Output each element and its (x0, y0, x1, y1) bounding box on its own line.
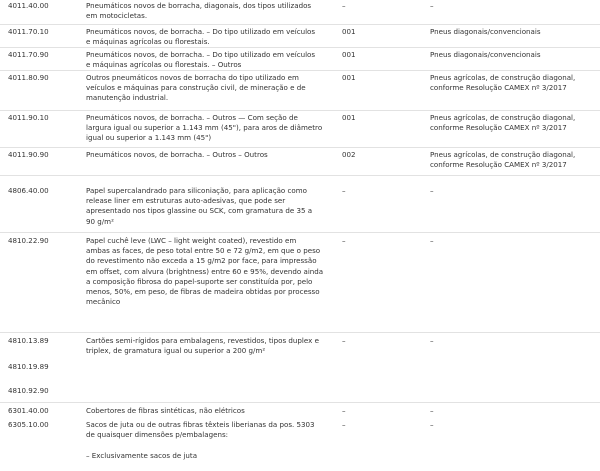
ex-number: 002 (342, 150, 356, 159)
observation (430, 27, 598, 37)
observation-line: Pneus agrícolas, de construção diagonal, (430, 73, 576, 82)
product-description-line: Pneumáticos novos, de borracha. – Outros – Outros (86, 150, 268, 159)
product-description (86, 336, 336, 356)
observation-line: Pneus diagonais/convencionais (430, 50, 541, 59)
product-description-line: Pneumáticos novos, de borracha. – Outros — Com seção de (86, 113, 298, 122)
row-divider (0, 232, 600, 233)
observation (430, 186, 598, 196)
ex-number: – (342, 1, 346, 10)
product-description-line: veículos e máquinas para construção civil, de mineração e de (86, 83, 306, 93)
product-description-line: menos, 50%, em peso, de fibras de madeira obtidas por processo (86, 287, 320, 297)
ex-number: 001 (342, 113, 356, 122)
observation (430, 150, 598, 170)
product-description-line: Papel supercalandrado para siliconiação, para aplicação como (86, 186, 308, 195)
ncm-code: 6301.40.00 (8, 406, 49, 415)
ncm-code: 4806.40.00 (8, 186, 49, 195)
product-description-line: e máquinas agrícolas ou florestais. (86, 37, 210, 47)
product-description-line: Cobertores de fibras sintéticas, não elétricos (86, 406, 245, 415)
product-description (86, 50, 336, 70)
product-description-line: a composição fibrosa do papel-suporte ser constituída por, pelo (86, 276, 313, 286)
product-description-line: largura igual ou superior a 1.143 mm (45"), para aros de diâmetro (86, 123, 323, 133)
ncm-code: 4011.90.10 (8, 113, 49, 122)
product-description-line: igual ou superior a 1.143 mm (45") (86, 133, 212, 143)
row-divider (0, 402, 600, 403)
observation-line: – (430, 406, 434, 415)
ncm-code: 4011.90.90 (8, 150, 49, 159)
product-description (86, 186, 336, 227)
ncm-code: 6305.10.00 (8, 420, 49, 429)
ncm-code: 4810.13.89 (8, 336, 49, 345)
row-divider (0, 147, 600, 148)
ex-number: – (342, 186, 346, 195)
product-description (86, 236, 336, 307)
product-description-line: 90 g/m² (86, 216, 114, 226)
product-description (86, 420, 336, 461)
observation-line: – (430, 236, 434, 245)
product-description-line: – Exclusivamente sacos de juta (86, 450, 198, 460)
product-description-line: triplex, de gramatura igual ou superior a 200 g/m² (86, 346, 266, 356)
observation (430, 1, 598, 11)
product-description-line: em offset, com alvura (brightness) entre 60 e 95%, devendo ainda (86, 266, 324, 276)
observation (430, 420, 598, 430)
product-description-line: Pneumáticos novos de borracha, diagonais, dos tipos utilizados (86, 1, 312, 10)
product-description-line: Papel cuchê leve (LWC – light weight coated), revestido em (86, 236, 297, 245)
product-description-line: do revestimento não exceda a 15 g/m2 por face, para impressão (86, 256, 317, 266)
observation-line: conforme Resolução CAMEX nº 3/2017 (430, 123, 567, 133)
product-description (86, 113, 336, 144)
observation-line: – (430, 336, 434, 345)
product-description-line: apresentado nos tipos glassine ou SCK, com gramatura de 35 a (86, 206, 313, 216)
ncm-code: 4011.70.10 (8, 27, 49, 36)
ncm-code: 4011.40.00 (8, 1, 49, 10)
ex-number: 001 (342, 27, 356, 36)
observation (430, 406, 598, 416)
ncm-code: 4011.80.90 (8, 73, 49, 82)
product-description (86, 1, 336, 21)
ncm-code: 4011.70.90 (8, 50, 49, 59)
ex-number: – (342, 406, 346, 415)
row-divider (0, 110, 600, 111)
ex-number: – (342, 336, 346, 345)
product-description-line: mecânico (86, 297, 121, 307)
observation-line: – (430, 420, 434, 429)
observation (430, 73, 598, 93)
product-description-line: e máquinas agrícolas ou florestais. – Outros (86, 60, 242, 70)
ncm-code: 4810.19.89 (8, 362, 49, 371)
ncm-code: 4810.92.90 (8, 386, 49, 395)
row-divider (0, 24, 600, 25)
ex-number: 001 (342, 50, 356, 59)
observation-line: conforme Resolução CAMEX nº 3/2017 (430, 160, 567, 170)
observation-line: – (430, 186, 434, 195)
observation-line: – (430, 1, 434, 10)
row-divider (0, 332, 600, 333)
ncm-code: 4810.22.90 (8, 236, 49, 245)
product-description-line: Pneumáticos novos, de borracha. – Do tipo utilizado em veículos (86, 27, 316, 36)
ex-number: – (342, 236, 346, 245)
product-description-line: Pneumáticos novos, de borracha. – Do tipo utilizado em veículos (86, 50, 316, 59)
product-description-line: Sacos de juta ou de outras fibras têxteis liberianas da pos. 5303 (86, 420, 315, 429)
product-description (86, 73, 336, 104)
row-divider (0, 175, 600, 176)
observation (430, 113, 598, 133)
observation (430, 336, 598, 346)
product-description-line: release liner em estruturas auto-adesivas, que pode ser (86, 196, 286, 206)
product-description-line (86, 440, 336, 450)
observation (430, 236, 598, 246)
ex-number: 001 (342, 73, 356, 82)
ex-number: – (342, 420, 346, 429)
product-description (86, 27, 336, 47)
product-description (86, 150, 336, 160)
product-description-line: Outros pneumáticos novos de borracha do tipo utilizado em (86, 73, 299, 82)
product-description-line: ambas as faces, de peso total entre 50 e 72 g/m2, em que o peso (86, 246, 321, 256)
product-description-line: manutenção industrial. (86, 93, 169, 103)
product-description-line: em motocicletas. (86, 11, 148, 21)
observation-line: Pneus agrícolas, de construção diagonal, (430, 150, 576, 159)
product-description-line: de quaisquer dimensões p/embalagens: (86, 430, 229, 440)
observation-line: Pneus diagonais/convencionais (430, 27, 541, 36)
observation-line: Pneus agrícolas, de construção diagonal, (430, 113, 576, 122)
observation (430, 50, 598, 60)
product-description (86, 406, 336, 416)
observation-line: conforme Resolução CAMEX nº 3/2017 (430, 83, 567, 93)
product-description-line: Cartões semi-rígidos para embalagens, revestidos, tipos duplex e (86, 336, 319, 345)
